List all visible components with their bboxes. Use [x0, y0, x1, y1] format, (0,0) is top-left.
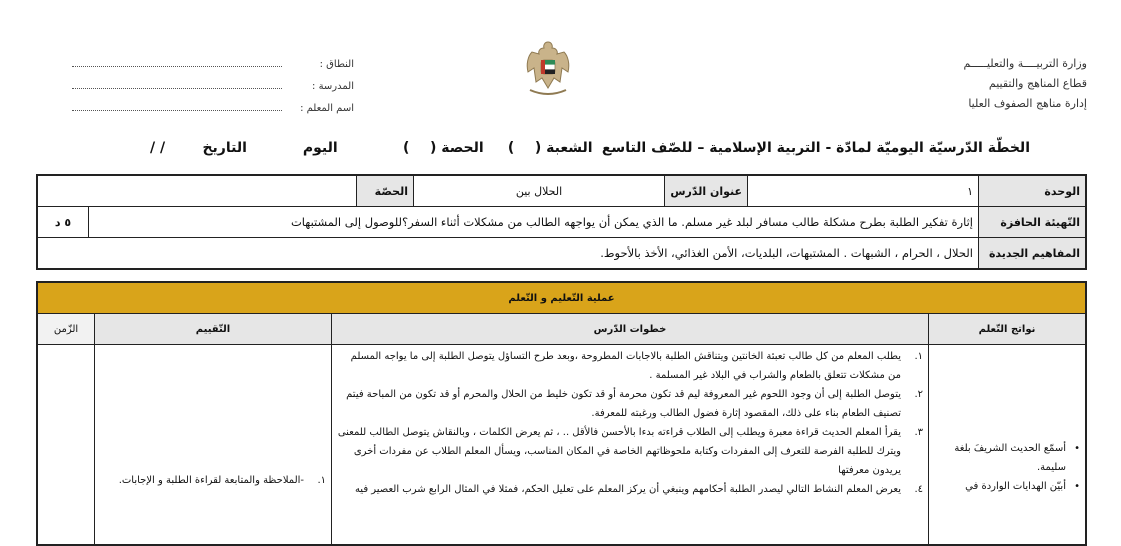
lesson-title-label: عنوان الدّرس — [665, 175, 748, 207]
concepts-label: المفاهيم الجديدة — [979, 238, 1087, 270]
step-number: ٢. — [914, 389, 923, 400]
uae-emblem-icon — [518, 38, 578, 100]
period-close: ) — [403, 140, 410, 156]
ministry-name: وزارة التربيــــة والتعليـــــم — [963, 57, 1087, 70]
school-dots — [72, 78, 282, 89]
step-text: يعرض المعلم النشاط التالي ليصدر الطلبة أحكامهم وينبغي أن يركز المعلم على تعليل الحكم، فمثلا في المثال الرابع شرب العصير فيه — [354, 484, 901, 495]
step-number: ٤. — [914, 484, 923, 495]
step-text: يتوصل الطلبة إلى أن وجود اللحوم غير المعروفة ليم قد تكون محرمة أو قد تكون خليط من الحلال والمحرم أو قد تكون من المباحة فيتم تصنيف الطعام بناء على ذلك، المقصود إثارة فضول الطالب ورغبته للمعرفة. — [346, 389, 901, 419]
step-item — [337, 480, 923, 499]
step-number: ١. — [914, 351, 923, 362]
outcome-text: أسمّع الحديث الشريفَ بلغة سليمة. — [954, 443, 1066, 473]
school-field[interactable] — [64, 76, 354, 98]
teacher-field[interactable] — [64, 98, 354, 120]
unit-value: ١ — [748, 175, 979, 207]
col-steps: خطوات الدّرس — [332, 314, 929, 345]
school-info-fields — [64, 54, 354, 120]
date-slashes: / / — [150, 140, 166, 156]
warmup-time: ٥ د — [37, 207, 89, 238]
step-item — [337, 423, 923, 480]
zone-dots — [72, 56, 282, 67]
day-label: اليوم — [302, 140, 338, 156]
process-band: عملية التّعليم و التّعلم — [37, 282, 1086, 314]
step-text: يطلب المعلم من كل طالب تعبئة الخانتين ويتناقش الطلبة بالاجابات المطروحة ،وبعد طرح التساؤل يتوصل الطلبة إلى ما يواجه المسلم من مشكلات تتعلق بالطعام والشراب في البلاد غير المسلمة . — [350, 351, 901, 381]
outcome-item: • أبيّن الهدايات الواردة في — [934, 477, 1080, 496]
zone-label: النطاق : — [319, 59, 354, 70]
section-close: ) — [507, 140, 515, 156]
outcome-item: • أسمّع الحديث الشريفَ بلغة سليمة. — [934, 439, 1080, 477]
concepts-value: الحلال ، الحرام ، الشبهات . المشتبهات، البلديات، الأمن الغذائي، الأخذ بالأحوط. — [37, 238, 979, 270]
ministry-header — [827, 54, 1087, 114]
outcome-text: أبيّن الهدايات الواردة في — [965, 481, 1066, 492]
period-cell-value — [37, 175, 357, 207]
unit-row — [37, 175, 1086, 207]
step-text: يقرأ المعلم الحديث قراءة معبرة ويطلب إلى الطلاب قراءته بدءا بالأحسن فالأقل .. ، ثم يعرض الكلمات ، وبالنقاش يتوصل الطالب للمعنى ويترك للطلبة الفرصة للتعرف إلى المفردات وكتابة ملحوظاتهم الخاصة في المكان المناسب، ويسأل المعلم الطلاب عن مفردات أخرى يريدون معرفتها — [337, 427, 901, 476]
evaluation-item — [100, 471, 326, 490]
unit-label: الوحدة — [979, 175, 1087, 207]
sector-name: قطاع المناهج والتقييم — [988, 77, 1087, 90]
col-outcomes: نواتج التّعلم — [929, 314, 1087, 345]
teaching-process-table — [36, 281, 1087, 546]
evaluation-text: -الملاحظة والمتابعة لقراءة الطلبة و الإجابات. — [118, 475, 304, 486]
warmup-label: التّهيئة الحافزة — [979, 207, 1087, 238]
warmup-row — [37, 207, 1086, 238]
section-label: الشعبة ( — [534, 140, 593, 156]
lesson-title-value: الحلال بين — [414, 175, 665, 207]
step-item — [337, 347, 923, 385]
date-label: التاريخ — [202, 140, 247, 156]
lesson-info-table — [36, 174, 1087, 270]
department-name: إدارة مناهج الصفوف العليا — [968, 97, 1087, 110]
plan-title — [150, 136, 1030, 160]
school-label: المدرسة : — [312, 81, 354, 92]
period-cell-label: الحصّة — [357, 175, 414, 207]
warmup-value: إثارة تفكير الطلبة بطرح مشكلة طالب مسافر لبلد غير مسلم. ما الذي يمكن أن يواجهه الطالب من مشكلات أثناء السفر؟للوصول إلى المشتبهات — [89, 207, 979, 238]
col-time: الزّمن — [37, 314, 95, 345]
teacher-dots — [72, 100, 282, 111]
step-item — [337, 385, 923, 423]
step-number: ٣. — [914, 427, 923, 438]
plan-title-main: الخطّة الدّرسيّة اليوميّة لمادّة - التربية الإسلامية – للصّف التاسع — [601, 140, 1030, 156]
concepts-row — [37, 238, 1086, 270]
evaluation-number: ١. — [317, 475, 326, 486]
zone-field[interactable] — [64, 54, 354, 76]
col-eval: التّقييم — [95, 314, 332, 345]
period-label: الحصة ( — [429, 140, 484, 156]
teacher-label: اسم المعلم : — [300, 103, 354, 114]
